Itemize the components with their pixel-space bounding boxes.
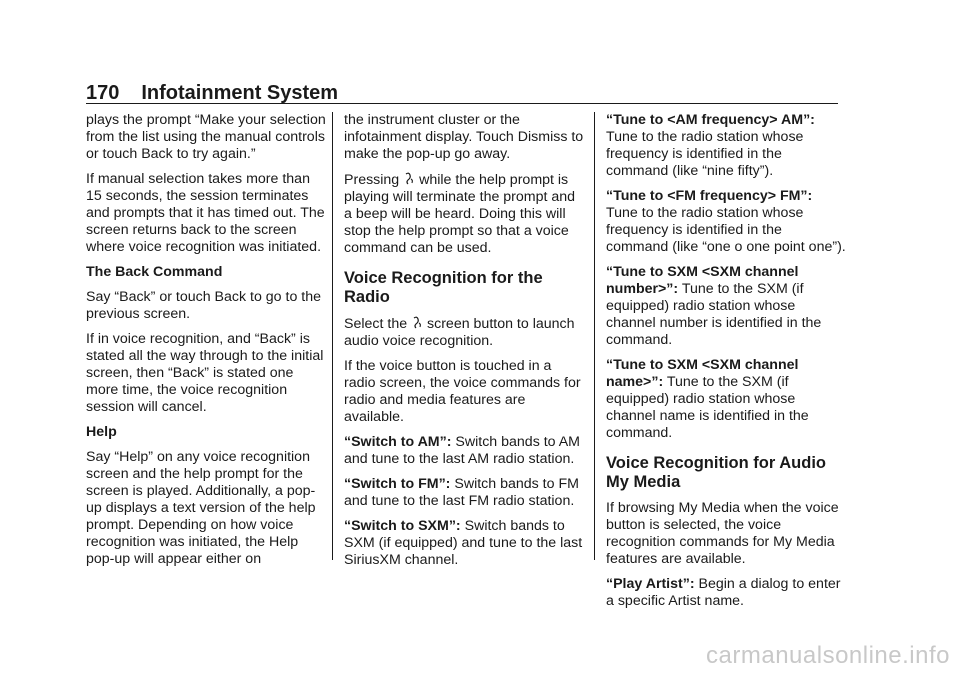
text-run: Pressing xyxy=(344,172,400,188)
media-voice-heading: Voice Recognition for Audio My Media xyxy=(606,454,826,491)
paragraph: If browsing My Media when the voice button is selected, the voice recognition commands for My Media features are available. xyxy=(606,500,839,567)
paragraph: If in voice recognition, and “Back” is stated all the way through to the initial screen, then “Back” is stated one more time, the voice recognition session will cancel. xyxy=(86,331,324,415)
command-item xyxy=(606,112,846,180)
paragraph: plays the prompt “Make your selection from the list using the manual controls or touch Back to try again.” xyxy=(86,112,326,162)
help-heading: Help xyxy=(86,424,117,440)
command-text: Switch bands to FM and tune to the last FM radio station. xyxy=(344,476,579,509)
command-text: Tune to the SXM (if equipped) radio station whose channel number is identified in the command. xyxy=(606,281,822,348)
column-2 xyxy=(344,112,584,577)
command-text: Switch bands to AM and tune to the last AM radio station. xyxy=(344,434,581,467)
command-label: “Switch to FM”: xyxy=(344,476,451,492)
column-1 xyxy=(86,112,326,576)
back-command-heading: The Back Command xyxy=(86,264,223,280)
page-number: 170 xyxy=(86,82,120,104)
paragraph xyxy=(344,171,584,257)
paragraph: If manual selection takes more than 15 seconds, the session terminates and prompts that it has timed out. The screen returns back to the screen where voice recognition was initiated. xyxy=(86,171,325,255)
command-item xyxy=(344,476,584,510)
text-run: screen button to launch audio voice recognition. xyxy=(344,316,575,349)
paragraph: Say “Back” or touch Back to go to the previous screen. xyxy=(86,289,322,322)
command-item xyxy=(606,264,846,349)
command-label: “Tune to SXM <SXM channel name>”: xyxy=(606,357,799,390)
text-run: while the help prompt is playing will terminate the prompt and a beep will be heard. Doing this will stop the help prompt so that a voice command can be used. xyxy=(344,172,576,256)
command-item xyxy=(606,357,846,442)
column-divider-2 xyxy=(594,112,595,560)
voice-recognition-icon xyxy=(412,315,422,331)
voice-recognition-icon xyxy=(404,171,414,187)
section-title: Infotainment System xyxy=(141,82,339,104)
command-label: “Switch to SXM”: xyxy=(344,518,461,534)
header-rule xyxy=(86,103,838,104)
command-text: Tune to the radio station whose frequency is identified in the command (like “one o one point one”). xyxy=(606,205,846,255)
command-item xyxy=(344,518,584,569)
command-text: Begin a dialog to enter a specific Artist name. xyxy=(606,576,841,609)
command-text: Tune to the SXM (if equipped) radio station whose channel name is identified in the command. xyxy=(606,374,809,441)
command-item xyxy=(606,576,846,610)
paragraph xyxy=(344,315,584,350)
column-3 xyxy=(606,112,846,618)
command-label: “Tune to <AM frequency> AM”: xyxy=(606,112,815,128)
paragraph: Say “Help” on any voice recognition screen and the help prompt for the screen is played. Additionally, a pop-up displays a text version of the help prompt. Depending on how voice recognition was initiated, the Help pop-up will appear either on xyxy=(86,449,316,567)
text-run: Select the xyxy=(344,316,408,332)
paragraph: the instrument cluster or the infotainment display. Touch Dismiss to make the pop-up go away. xyxy=(344,112,584,162)
command-item xyxy=(344,434,584,468)
command-text: Tune to the radio station whose frequency is identified in the command (like “nine fifty”). xyxy=(606,129,804,179)
command-text: Switch bands to SXM (if equipped) and tune to the last SiriusXM channel. xyxy=(344,518,583,568)
command-item xyxy=(606,188,846,256)
command-label: “Tune to SXM <SXM channel number>”: xyxy=(606,264,799,297)
command-label: “Tune to <FM frequency> FM”: xyxy=(606,188,813,204)
paragraph: If the voice button is touched in a radio screen, the voice commands for radio and media features are available. xyxy=(344,358,581,425)
command-label: “Play Artist”: xyxy=(606,576,695,592)
watermark: carmanualsonline.info xyxy=(706,642,950,669)
column-divider-1 xyxy=(332,112,333,560)
radio-voice-heading: Voice Recognition for the Radio xyxy=(344,269,543,306)
command-label: “Switch to AM”: xyxy=(344,434,452,450)
